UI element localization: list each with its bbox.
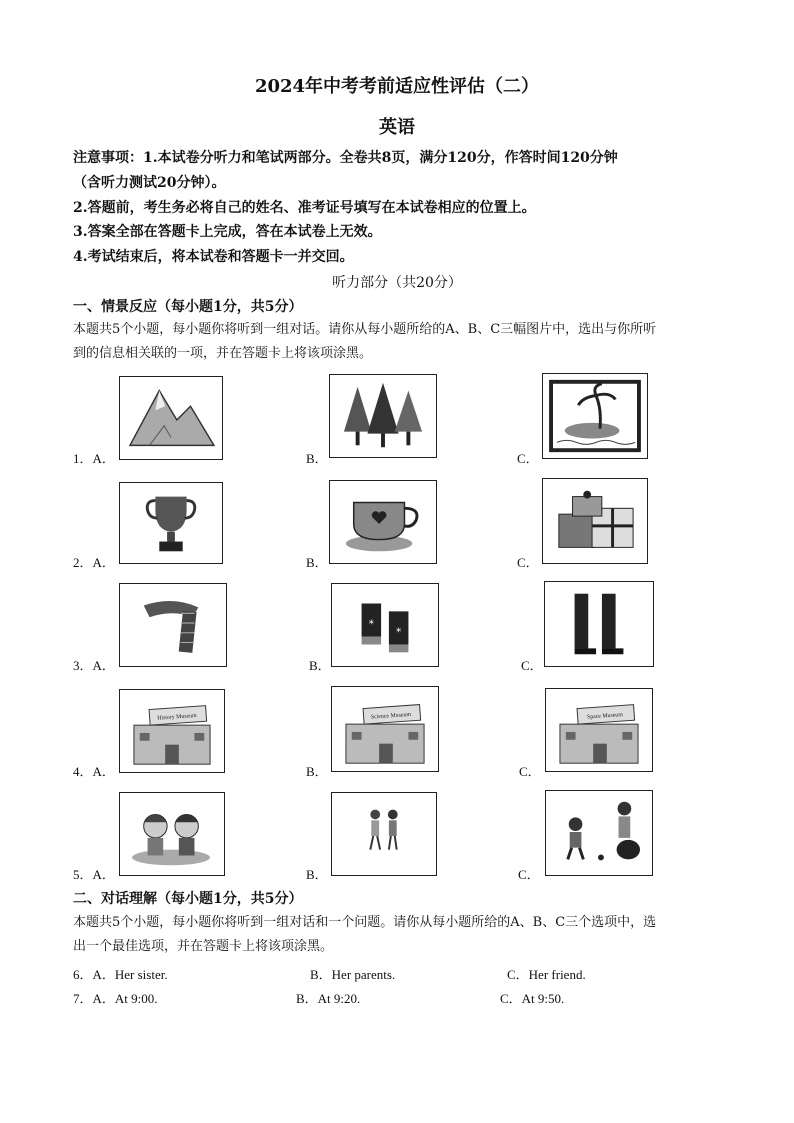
- q4-label-a: 4．A．: [73, 764, 115, 779]
- note-line-2: （含听力测试20分钟）。: [73, 175, 226, 191]
- svg-text:*: *: [368, 618, 374, 630]
- part2-instruction-1: 本题共5个小题，每小题你将听到一组对话和一个问题。请你从每小题所给的A、B、C三个选项中，选: [73, 915, 657, 930]
- q5-label-a: 5．A．: [73, 867, 115, 882]
- science-museum-icon[interactable]: [331, 686, 439, 772]
- part1-heading: 一、情景反应（每小题1分，共5分）: [73, 299, 303, 315]
- part2-instruction-2: 出一个最佳选项，并在答题卡上将该项涂黑。: [73, 939, 334, 954]
- two-girls-icon[interactable]: [331, 792, 437, 876]
- q6-option-c[interactable]: C．Her friend.: [507, 967, 586, 982]
- q1-label-c: C．: [517, 451, 539, 466]
- space-museum-icon[interactable]: [545, 688, 653, 772]
- island-icon[interactable]: [542, 373, 648, 459]
- gloves-icon[interactable]: [331, 583, 439, 667]
- q2-label-b: B．: [306, 555, 328, 570]
- q7-option-c[interactable]: C．At 9:50.: [500, 991, 565, 1006]
- part1-instruction-1: 本题共5个小题，每小题你将听到一组对话。请你从每小题所给的A、B、C三幅图片中，选出与你所听: [73, 322, 657, 337]
- note-line-1: 注意事项：1.本试卷分听力和笔试两部分。全卷共8页，满分120分，作答时间120分钟: [73, 150, 618, 166]
- q7-option-b[interactable]: B．At 9:20.: [296, 991, 361, 1006]
- space-museum-sign: Space Museum: [586, 712, 624, 721]
- note-line-5: 4.考试结束后，将本试卷和答题卡一并交回。: [73, 249, 354, 265]
- part2-heading: 二、对话理解（每小题1分，共5分）: [73, 891, 303, 907]
- q7-option-a[interactable]: 7．A．At 9:00.: [73, 991, 158, 1006]
- kids-playing-icon[interactable]: [119, 792, 225, 876]
- forest-icon[interactable]: [329, 374, 437, 458]
- history-museum-sign: History Museum: [157, 712, 197, 722]
- q2-label-c: C．: [517, 555, 539, 570]
- q3-label-b: B．: [309, 658, 331, 673]
- q5-label-b: B．: [306, 867, 328, 882]
- q6-option-b[interactable]: B．Her parents.: [310, 967, 396, 982]
- svg-text:*: *: [396, 626, 402, 638]
- q3-label-a: 3．A．: [73, 658, 115, 673]
- q1-label-b: B．: [306, 451, 328, 466]
- gift-boxes-icon[interactable]: [542, 478, 648, 564]
- q4-label-b: B．: [306, 764, 328, 779]
- picking-litter-icon[interactable]: [545, 790, 653, 876]
- q3-label-c: C．: [521, 658, 543, 673]
- mountain-icon[interactable]: [119, 376, 223, 460]
- part1-instruction-2: 到的信息相关联的一项，并在答题卡上将该项涂黑。: [73, 346, 373, 361]
- q2-label-a: 2．A．: [73, 555, 115, 570]
- q1-label-a: 1．A．: [73, 451, 115, 466]
- note-line-3: 2.答题前，考生务必将自己的姓名、准考证号填写在本试卷相应的位置上。: [73, 200, 536, 216]
- listening-section-title: 听力部分（共20分）: [332, 275, 462, 291]
- boots-icon[interactable]: [544, 581, 654, 667]
- history-museum-icon[interactable]: [119, 689, 225, 773]
- exam-title: 2024年中考考前适应性评估（二）: [254, 76, 540, 97]
- science-museum-sign: Science Museum: [370, 711, 412, 721]
- q5-label-c: C．: [518, 867, 540, 882]
- teacup-icon[interactable]: [329, 480, 437, 564]
- q6-option-a[interactable]: 6．A．Her sister.: [73, 967, 168, 982]
- trophy-icon[interactable]: [119, 482, 223, 564]
- subject-title: 英语: [379, 117, 415, 138]
- note-line-4: 3.答案全部在答题卡上完成，答在本试卷上无效。: [73, 224, 382, 240]
- q4-label-c: C．: [519, 764, 541, 779]
- scarf-icon[interactable]: [119, 583, 227, 667]
